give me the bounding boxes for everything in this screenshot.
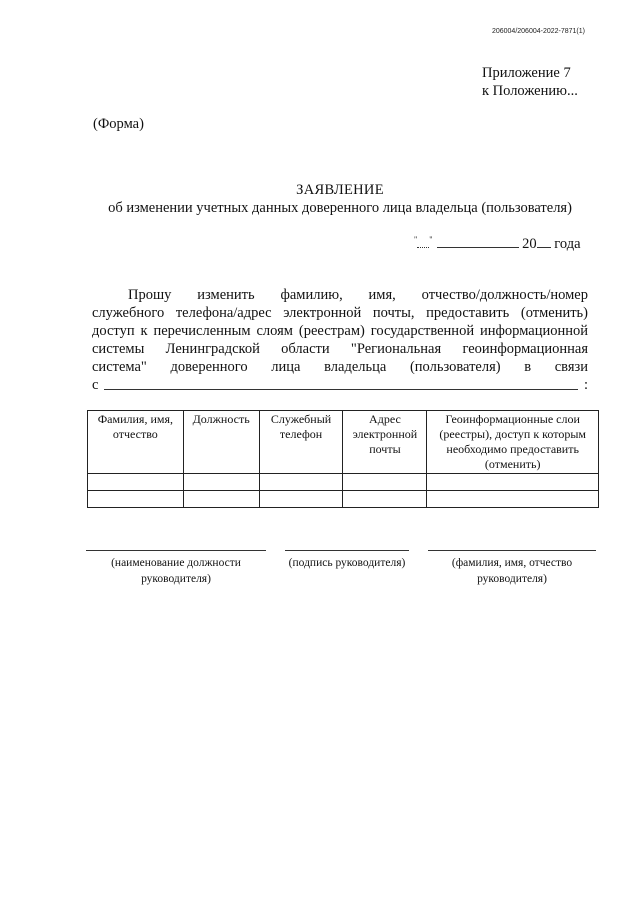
- header-position: Должность: [183, 411, 259, 474]
- signature-caption: (фамилия, имя, отчество руководителя): [451, 557, 573, 585]
- table-cell[interactable]: [427, 491, 599, 508]
- header-geo-layers: Геоинформационные слои (реестры), доступ к которым необходимо предоставить (отменить): [427, 411, 599, 474]
- signature-line: [428, 550, 596, 551]
- form-label: (Форма): [93, 116, 144, 132]
- document-subtitle: об изменении учетных данных доверенного лица владельца (пользователя): [108, 200, 572, 216]
- signature-caption: (наименование должности руководителя): [111, 557, 241, 585]
- month-blank: [437, 235, 519, 248]
- table-cell[interactable]: [88, 491, 184, 508]
- paragraph-line: служебного телефона/адрес электронной почты, предоставить (отменить): [92, 305, 588, 321]
- table-cell[interactable]: [183, 474, 259, 491]
- day-blank: [417, 235, 429, 248]
- reason-colon: :: [583, 377, 588, 393]
- year-prefix: 20: [522, 236, 537, 252]
- date-line: [414, 235, 581, 253]
- table-row: [88, 491, 599, 508]
- signature-block-name: [428, 550, 596, 587]
- signature-caption: (подпись руководителя): [288, 557, 406, 569]
- signature-block-signature: [285, 550, 409, 571]
- table-row: [88, 474, 599, 491]
- table-header-row: [88, 411, 599, 474]
- reason-blank: [104, 389, 578, 390]
- header-email: Адрес электронной почты: [343, 411, 427, 474]
- year-suffix: года: [554, 236, 581, 252]
- reason-prefix: с: [92, 377, 99, 393]
- signature-block-position: [86, 550, 266, 587]
- paragraph-line: система" доверенного лица владельца (пользователя) в связи: [92, 359, 588, 375]
- annex-line-1: Приложение 7: [482, 65, 571, 81]
- document-id: 206004/206004-2022-7871(1): [491, 28, 585, 35]
- document-title: ЗАЯВЛЕНИЕ: [296, 182, 384, 198]
- table-cell[interactable]: [259, 474, 343, 491]
- table-cell[interactable]: [427, 474, 599, 491]
- paragraph-line: Прошу изменить фамилию, имя, отчество/должность/номер: [128, 287, 588, 303]
- paragraph-line: системы Ленинградской области "Региональная геоинформационная: [92, 341, 588, 357]
- header-phone: Служебный телефон: [259, 411, 343, 474]
- annex-reference: [482, 64, 578, 100]
- table-cell[interactable]: [259, 491, 343, 508]
- annex-line-2: к Положению...: [482, 83, 578, 99]
- table-cell[interactable]: [343, 491, 427, 508]
- date-close-quote: ": [429, 235, 433, 244]
- table-cell[interactable]: [183, 491, 259, 508]
- request-paragraph: [92, 286, 588, 394]
- signature-line: [285, 550, 409, 551]
- date-open-quote: ": [414, 235, 418, 244]
- signature-line: [86, 550, 266, 551]
- header-full-name: Фамилия, имя, отчество: [88, 411, 184, 474]
- year-blank: [537, 235, 551, 248]
- user-data-table: [87, 410, 599, 508]
- reason-fill-line: [92, 376, 588, 394]
- table-cell[interactable]: [88, 474, 184, 491]
- table-cell[interactable]: [343, 474, 427, 491]
- paragraph-line: доступ к перечисленным слоям (реестрам) государственной информационной: [92, 323, 588, 339]
